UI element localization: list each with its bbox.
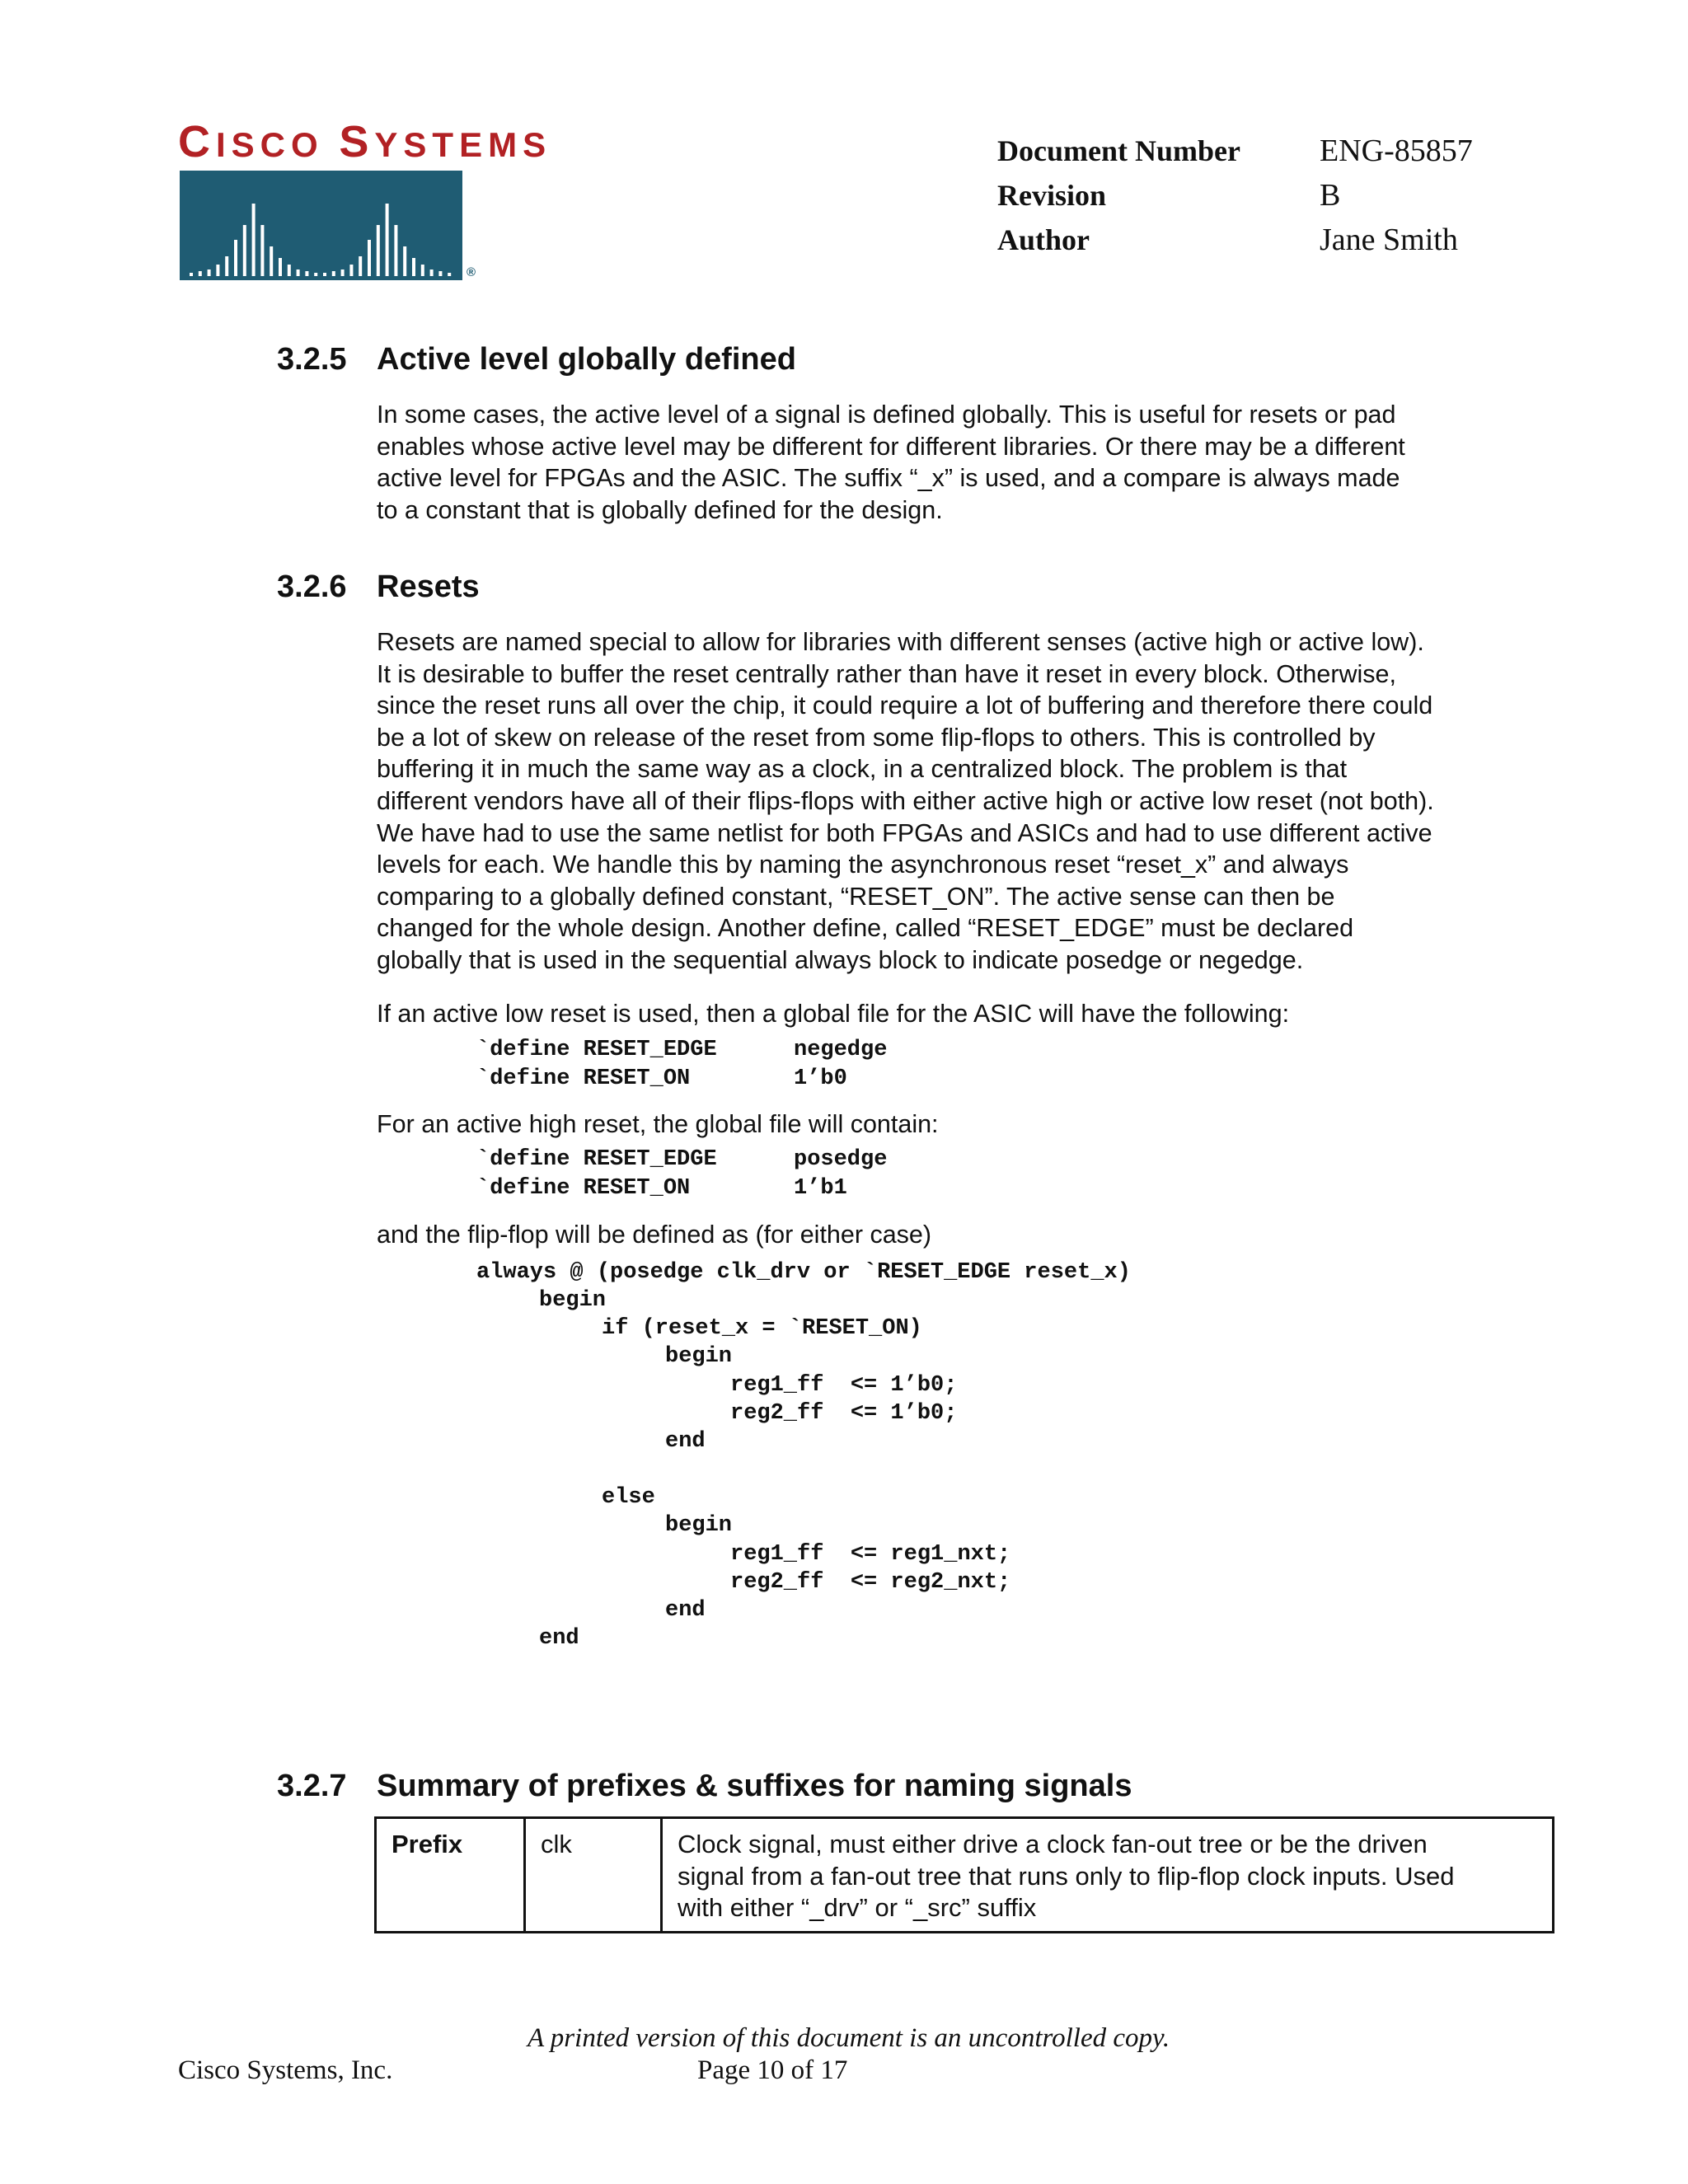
logo-bar xyxy=(288,265,291,276)
section-title: Summary of prefixes & suffixes for naming signals xyxy=(377,1769,1132,1803)
code-line: always @ (posedge clk_drv or `RESET_EDGE reset_x) xyxy=(476,1260,1131,1285)
logo-bar xyxy=(377,225,380,276)
body-line: It is desirable to buffer the reset centrally rather than have it reset in every block. Otherwise, xyxy=(377,659,1396,688)
logo-bar xyxy=(359,256,362,276)
table-cell-type: Prefix xyxy=(376,1818,525,1933)
high-reset-intro: For an active high reset, the global file will contain: xyxy=(377,1110,939,1138)
logo-bar xyxy=(270,246,273,276)
section-body xyxy=(377,626,1547,977)
code-line: begin xyxy=(539,1288,607,1313)
description-line: signal from a fan-out tree that runs only to flip-flop clock inputs. Used xyxy=(678,1861,1455,1891)
define-directive: `define RESET_EDGE xyxy=(476,1147,717,1172)
logo-bar xyxy=(225,256,228,276)
description-line: Clock signal, must either drive a clock fan-out tree or be the driven xyxy=(678,1830,1428,1858)
meta-label-document-number: Document Number xyxy=(997,134,1240,167)
footer-company: Cisco Systems, Inc. xyxy=(178,2055,393,2085)
code-line: reg2_ff <= reg2_nxt; xyxy=(730,1570,1011,1595)
body-line: In some cases, the active level of a signal is defined globally. This is useful for resets or pad xyxy=(377,401,1396,429)
code-line: else xyxy=(602,1485,655,1510)
meta-label-revision: Revision xyxy=(997,179,1107,212)
logo-bar xyxy=(438,271,442,276)
section-body xyxy=(377,399,1547,526)
logo-bar xyxy=(234,240,237,276)
code-line: reg2_ff <= 1’b0; xyxy=(730,1401,958,1426)
meta-label-author: Author xyxy=(997,223,1090,256)
define-value: 1’b1 xyxy=(794,1176,847,1201)
define-value: negedge xyxy=(794,1038,888,1062)
logo-bar xyxy=(421,265,424,276)
body-line: be a lot of skew on release of the reset from some flip-flops to others. This is controlled by xyxy=(377,723,1376,752)
logo-bar xyxy=(448,273,451,276)
logo-bars-icon xyxy=(180,171,462,280)
body-line: comparing to a globally defined constant, “RESET_ON”. The active sense can then be xyxy=(377,882,1335,911)
code-line: end xyxy=(539,1626,579,1651)
code-line: end xyxy=(665,1598,706,1623)
logo-bar xyxy=(297,269,300,276)
logo-bar xyxy=(349,265,353,276)
footer-notice: A printed version of this document is an uncontrolled copy. xyxy=(528,2023,1170,2053)
flip-flop-intro: and the flip-flop will be defined as (for either case) xyxy=(377,1221,932,1249)
logo-bar xyxy=(305,271,308,276)
code-line: begin xyxy=(665,1513,733,1538)
logo-bar xyxy=(260,225,264,276)
body-line: changed for the whole design. Another define, called “RESET_EDGE” must be declared xyxy=(377,914,1354,943)
logo-bar xyxy=(386,204,389,276)
body-line: buffering it in much the same way as a clock, in a centralized block. The problem is that xyxy=(377,755,1348,784)
logo-bar xyxy=(394,225,397,276)
logo-bar xyxy=(314,273,317,276)
description-line: with either “_drv” or “_src” suffix xyxy=(678,1893,1037,1922)
define-directive: `define RESET_ON xyxy=(476,1066,691,1091)
table-cell-name: clk xyxy=(525,1818,662,1933)
logo-bar xyxy=(341,269,345,276)
logo-bar xyxy=(252,204,256,276)
footer-page-number: Page 10 of 17 xyxy=(697,2055,848,2085)
logo-bar xyxy=(216,265,219,276)
section-number: 3.2.7 xyxy=(277,1769,347,1803)
define-value: posedge xyxy=(794,1147,888,1172)
code-line: reg1_ff <= reg1_nxt; xyxy=(730,1542,1011,1567)
body-line: different vendors have all of their flips-flops with either active high or active low reset (not both). xyxy=(377,786,1434,815)
table-cell-description xyxy=(662,1818,1554,1933)
logo-bar xyxy=(430,269,434,276)
meta-value-author: Jane Smith xyxy=(1320,223,1458,257)
code-line: begin xyxy=(665,1344,733,1369)
logo-bar xyxy=(279,258,282,276)
logo-wordmark: CISCO SYSTEMS xyxy=(178,117,552,166)
meta-value-document-number: ENG-85857 xyxy=(1320,134,1473,168)
logo-bar xyxy=(243,225,246,276)
body-line: globally that is used in the sequential always block to indicate posedge or negedge. xyxy=(377,945,1304,974)
body-line: to a constant that is globally defined for the design. xyxy=(377,495,943,524)
define-value: 1’b0 xyxy=(794,1066,847,1091)
section-number: 3.2.6 xyxy=(277,569,347,604)
define-directive: `define RESET_EDGE xyxy=(476,1038,717,1062)
code-line: reg1_ff <= 1’b0; xyxy=(730,1373,958,1398)
logo-bar xyxy=(403,246,406,276)
low-reset-intro: If an active low reset is used, then a global file for the ASIC will have the following: xyxy=(377,1000,1290,1028)
body-line: levels for each. We handle this by naming the asynchronous reset “reset_x” and always xyxy=(377,851,1349,879)
body-line: We have had to use the same netlist for both FPGAs and ASICs and had to use different active xyxy=(377,818,1432,847)
body-line: active level for FPGAs and the ASIC. The suffix “_x” is used, and a compare is always made xyxy=(377,464,1400,493)
logo-bar xyxy=(199,271,202,276)
body-line: Resets are named special to allow for libraries with different senses (active high or active low). xyxy=(377,628,1424,656)
logo-bar xyxy=(332,271,335,276)
body-line: since the reset runs all over the chip, it could require a lot of buffering and therefore there could xyxy=(377,691,1433,720)
section-number: 3.2.5 xyxy=(277,342,347,377)
registered-mark: ® xyxy=(467,265,476,279)
code-line: if (reset_x = `RESET_ON) xyxy=(602,1316,922,1341)
logo-bar xyxy=(323,273,326,276)
body-line: enables whose active level may be different for different libraries. Or there may be a different xyxy=(377,432,1405,461)
section-title: Active level globally defined xyxy=(377,342,796,377)
logo-bar xyxy=(208,269,211,276)
section-title: Resets xyxy=(377,569,480,604)
table-row xyxy=(376,1818,1554,1933)
define-directive: `define RESET_ON xyxy=(476,1176,691,1201)
code-line: end xyxy=(665,1429,706,1454)
naming-summary-table xyxy=(374,1816,1554,1933)
logo-bar xyxy=(368,240,371,276)
logo-bar xyxy=(412,258,415,276)
logo-bar xyxy=(190,273,193,276)
meta-value-revision: B xyxy=(1320,178,1341,213)
